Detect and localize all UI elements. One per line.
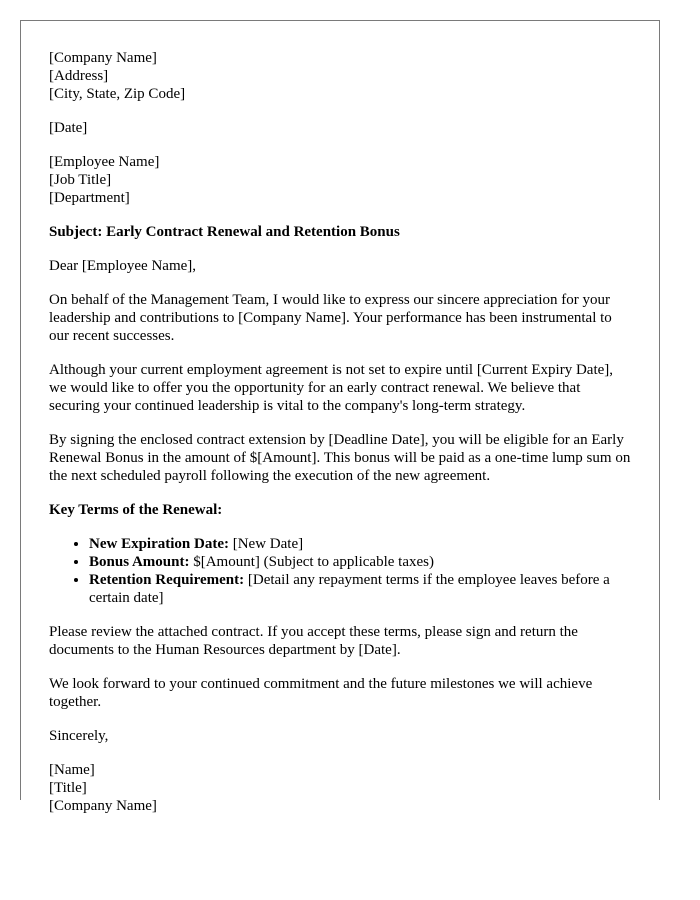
recipient-block <box>49 153 631 207</box>
sender-city-state-zip: [City, State, Zip Code] <box>49 86 186 102</box>
paragraph-renewal-offer: Although your current employment agreement is not set to expire until [Current Expiry Date], we would like to offer you the opportunity for an early contract renewal. We believe that securing your continued leadership is vital to the company's long-term strategy. <box>49 362 614 414</box>
sender-address: [Address] <box>49 68 109 84</box>
key-terms-heading: Key Terms of the Renewal: <box>49 502 223 518</box>
term-label: Bonus Amount: <box>89 554 190 570</box>
term-value: $[Amount] (Subject to applicable taxes) <box>189 554 434 570</box>
term-value: [New Date] <box>228 536 304 552</box>
signature-name: [Name] <box>49 762 95 778</box>
paragraph-appreciation: On behalf of the Management Team, I would like to express our sincere appreciation for your leadership and contributions to [Company Name]. Your performance has been instrumental to our recent successes. <box>49 292 612 344</box>
signoff: Sincerely, <box>49 728 109 744</box>
sender-company-name: [Company Name] <box>49 50 157 66</box>
recipient-name: [Employee Name] <box>49 154 160 170</box>
recipient-job-title: [Job Title] <box>49 172 112 188</box>
salutation: Dear [Employee Name], <box>49 258 197 274</box>
letter-body <box>21 21 659 815</box>
subject-line: Subject: Early Contract Renewal and Retention Bonus <box>49 224 400 240</box>
letter-date: [Date] <box>49 120 88 136</box>
key-terms-list <box>49 535 631 607</box>
term-expiration-date <box>89 535 631 553</box>
signature-block <box>49 761 631 815</box>
paragraph-bonus: By signing the enclosed contract extension by [Deadline Date], you will be eligible for an Early Renewal Bonus in the amount of $[Amount]. This bonus will be paid as a one-time lump sum on the next scheduled payroll following the execution of the new agreement. <box>49 432 631 484</box>
paragraph-look-forward: We look forward to your continued commitment and the future milestones we will achieve together. <box>49 676 593 710</box>
term-value: [Detail any repayment terms if the employee leaves before a certain date] <box>89 572 610 606</box>
letter-page <box>20 20 660 814</box>
signature-title: [Title] <box>49 780 87 796</box>
term-retention-requirement <box>89 571 631 607</box>
term-label: Retention Requirement: <box>89 572 245 588</box>
recipient-department: [Department] <box>49 190 130 206</box>
sender-block <box>49 49 631 103</box>
term-bonus-amount <box>89 553 631 571</box>
signature-company: [Company Name] <box>49 798 157 814</box>
paragraph-review-contract: Please review the attached contract. If you accept these terms, please sign and return the documents to the Human Resources department by [Date]. <box>49 624 578 658</box>
term-label: New Expiration Date: <box>89 536 229 552</box>
